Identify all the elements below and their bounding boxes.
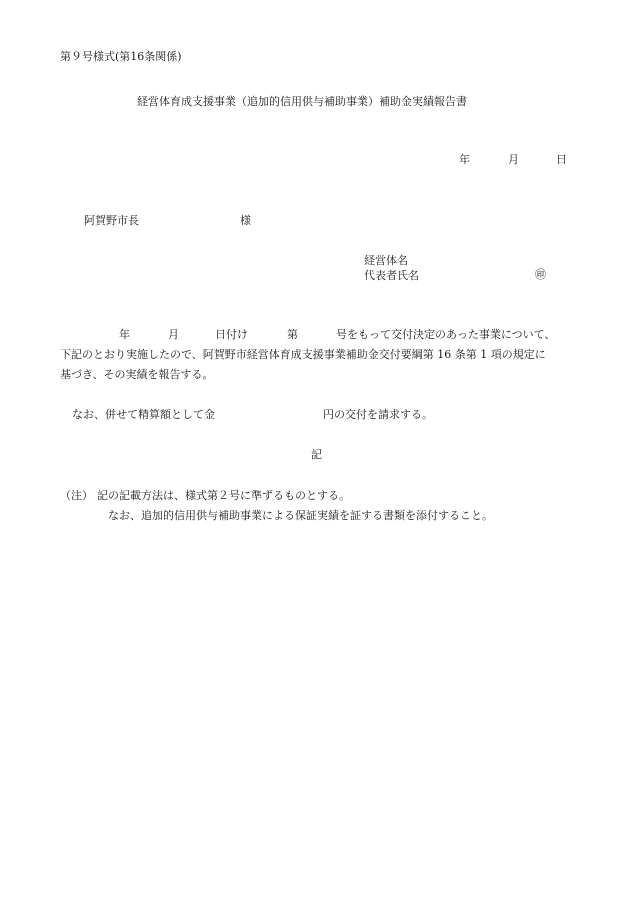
body-line-1-rest: 号をもって交付決定のあった事業について、 xyxy=(336,328,556,341)
entity-name-label: 経営体名 xyxy=(364,254,408,267)
representative-name-label: 代表者氏名 xyxy=(364,269,419,282)
request-suffix: 円の交付を請求する。 xyxy=(323,408,433,421)
body-blank-year: 年 xyxy=(119,328,130,341)
addressee-honorific: 様 xyxy=(240,214,251,227)
date-day: 日 xyxy=(556,153,567,166)
form-number: 第９号様式(第16条関係) xyxy=(60,50,182,63)
ki-heading: 記 xyxy=(311,448,322,461)
date-year: 年 xyxy=(459,153,470,166)
body-line-3: 基づき、その実績を報告する。 xyxy=(60,368,214,381)
seal-mark: ㊞ xyxy=(535,268,546,281)
body-blank-date: 日付け xyxy=(215,328,248,341)
notes-line-2: なお、追加的信用供与補助事業による保証実績を証する書類を添付すること。 xyxy=(108,509,493,522)
notes-label: （注） xyxy=(60,489,93,502)
body-blank-month: 月 xyxy=(168,328,179,341)
body-blank-dai: 第 xyxy=(287,328,298,341)
document-title: 経営体育成支援事業（追加的信用供与補助事業）補助金実績報告書 xyxy=(137,95,467,108)
body-line-2: 下記のとおり実施したので、阿賀野市経営体育成支援事業補助金交付要綱第 16 条第 1 項の規定に xyxy=(60,348,546,361)
date-month: 月 xyxy=(508,153,519,166)
addressee-name: 阿賀野市長 xyxy=(84,214,139,227)
request-prefix: なお、併せて精算額として金 xyxy=(72,408,215,421)
notes-line-1: 記の記載方法は、様式第２号に準ずるものとする。 xyxy=(97,489,350,502)
